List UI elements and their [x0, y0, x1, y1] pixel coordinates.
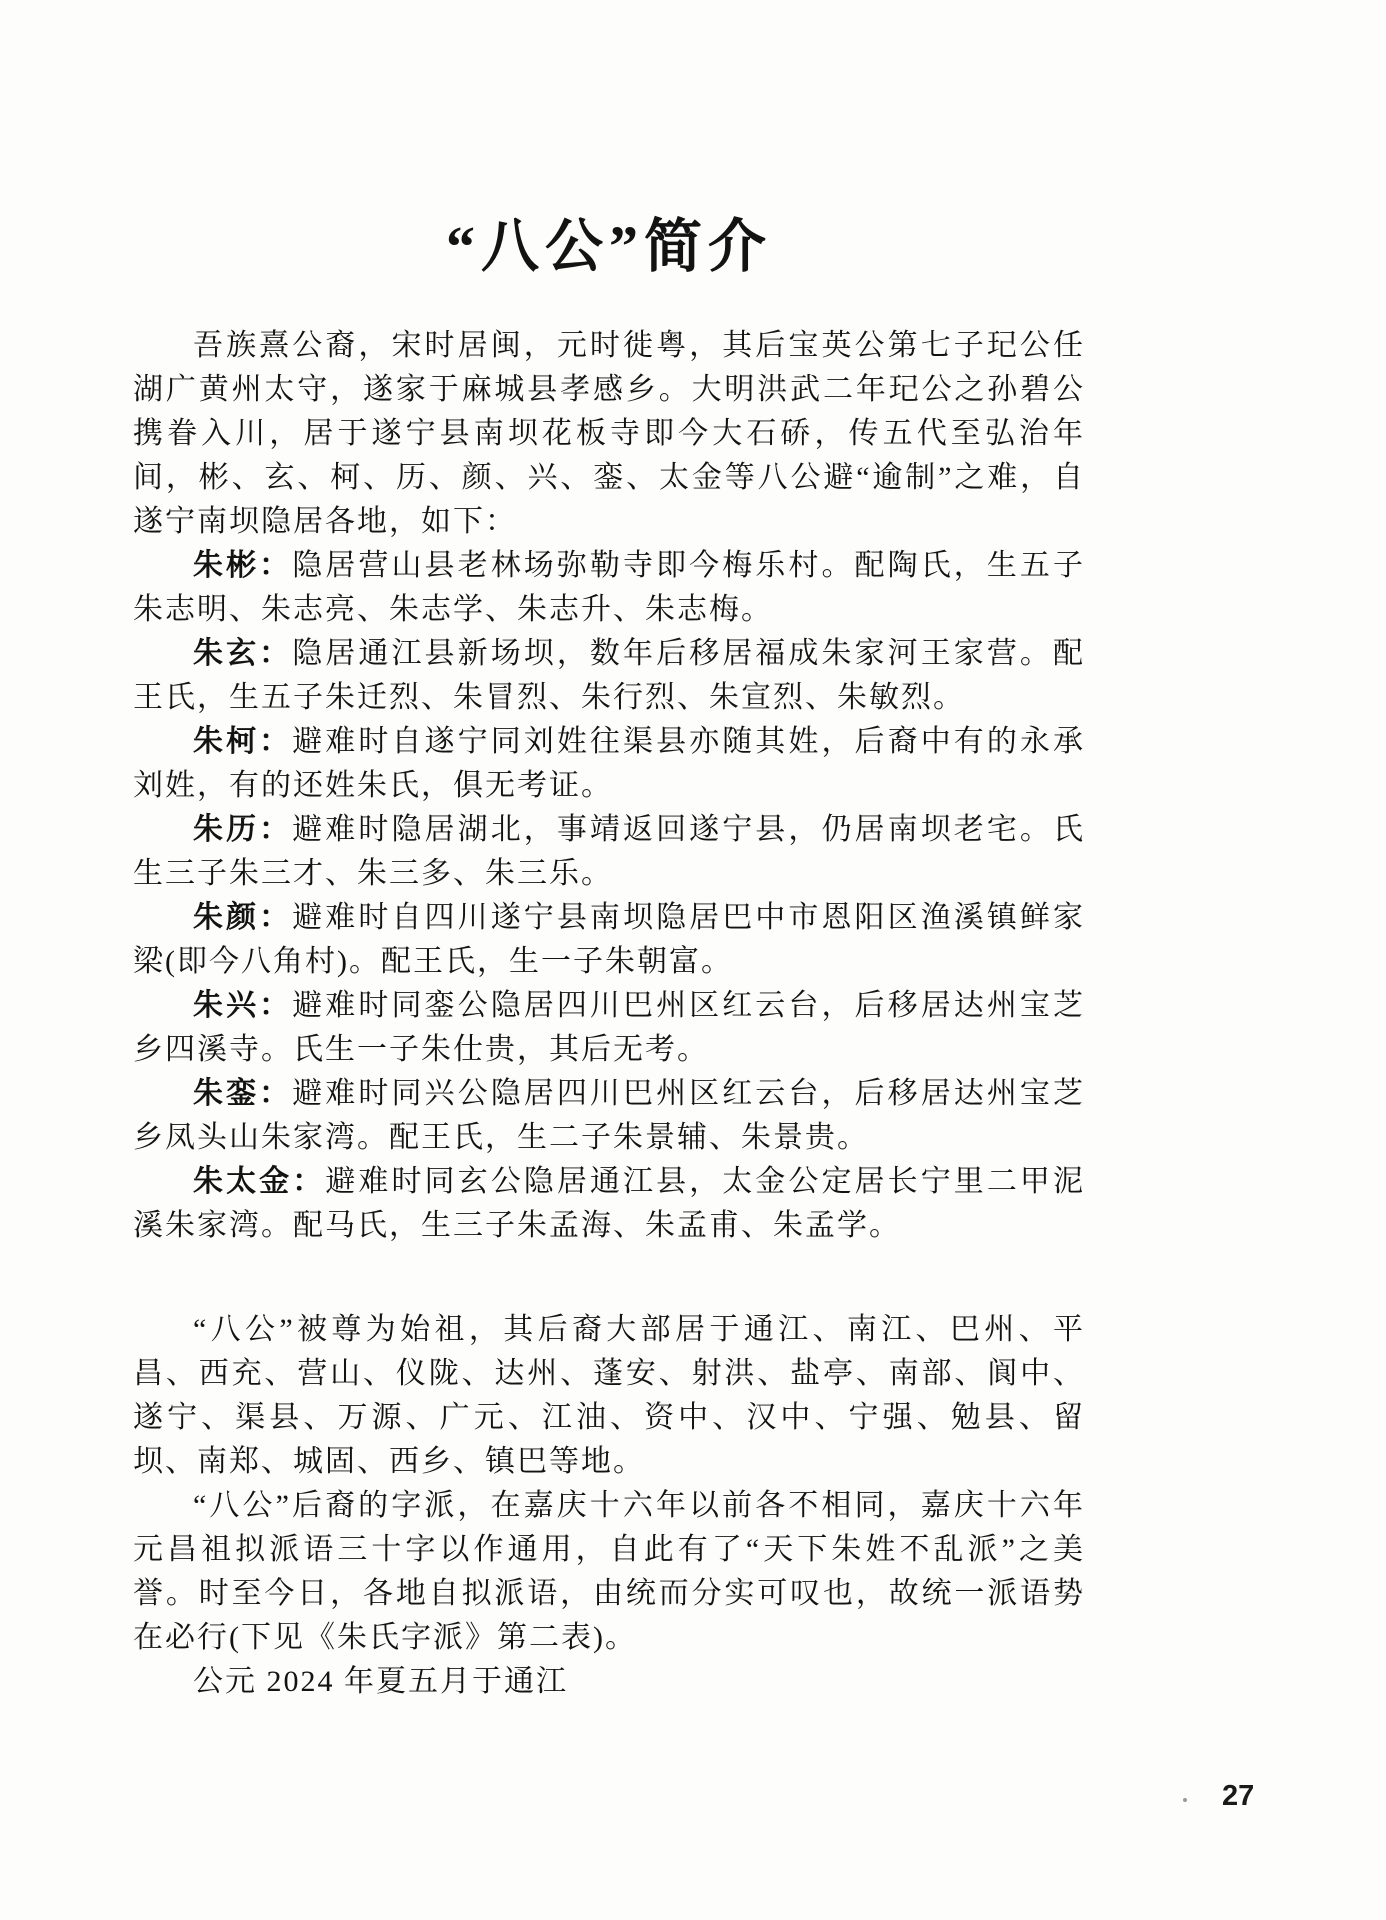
- entry-name: 朱柯：: [193, 725, 293, 758]
- entry-paragraph-zhutaijin: [133, 1160, 1085, 1248]
- scan-artifact-dot: [1183, 1798, 1187, 1802]
- entry-paragraph-zhuli: [133, 808, 1085, 896]
- closing-paragraph-regions: “八公”被尊为始祖，其后裔大部居于通江、南江、巴州、平昌、西充、营山、仪陇、达州、蓬安、射洪、盐亭、南部、阆中、遂宁、渠县、万源、广元、江油、资中、汉中、宁强、勉县、留坝、南郑、城固、西乡、镇巴等地。: [133, 1313, 1085, 1478]
- entry-name: 朱太金：: [193, 1165, 326, 1198]
- entry-text: 避难时自遂宁同刘姓往渠县亦随其姓，后裔中有的永承刘姓，有的还姓朱氏，俱无考证。: [133, 725, 1086, 802]
- entry-text: 避难时自四川遂宁县南坝隐居巴中市恩阳区渔溪镇鲜家梁(即今八角村)。配王氏，生一子朱朝富。: [133, 901, 1086, 978]
- entry-text: 避难时同兴公隐居四川巴州区红云台，后移居达州宝芝乡凤头山朱家湾。配王氏，生二子朱景辅、朱景贵。: [133, 1077, 1086, 1154]
- body-text: [133, 324, 1085, 1704]
- closing-paragraph-zipai: “八公”后裔的字派，在嘉庆十六年以前各不相同，嘉庆十六年元昌祖拟派语三十字以作通用，自此有了“天下朱姓不乱派”之美誉。时至今日，各地自拟派语，由统而分实可叹也，故统一派语势在必行(下见《朱氏字派》第二表)。: [133, 1489, 1085, 1654]
- entry-name: 朱玄：: [193, 637, 293, 670]
- entry-name: 朱兴：: [193, 989, 293, 1022]
- entry-text: 避难时隐居湖北，事靖返回遂宁县，仍居南坝老宅。氏生三子朱三才、朱三多、朱三乐。: [133, 813, 1086, 890]
- entry-paragraph-zhuxing: [133, 984, 1085, 1072]
- entry-text: 隐居通江县新场坝，数年后移居福成朱家河王家营。配王氏，生五子朱迁烈、朱冒烈、朱行烈、朱宣烈、朱敏烈。: [133, 637, 1086, 714]
- page-title: “八公”简介: [445, 214, 772, 279]
- page-content: [133, 210, 1085, 1704]
- entry-paragraph-zhuyan: [133, 896, 1085, 984]
- entry-name: 朱銮：: [193, 1077, 293, 1110]
- date-line: 公元 2024 年夏五月于通江: [193, 1665, 568, 1698]
- entry-text: 避难时同玄公隐居通江县，太金公定居长宁里二甲泥溪朱家湾。配马氏，生三子朱孟海、朱孟甫、朱孟学。: [133, 1165, 1086, 1242]
- entry-paragraph-zhuke: [133, 720, 1085, 808]
- page-number: 27: [1222, 1780, 1255, 1812]
- entry-name: 朱历：: [193, 813, 293, 846]
- entry-name: 朱颜：: [193, 901, 293, 934]
- entry-text: 隐居营山县老林场弥勒寺即今梅乐村。配陶氏，生五子朱志明、朱志亮、朱志学、朱志升、朱志梅。: [133, 549, 1086, 626]
- intro-paragraph: 吾族熹公裔，宋时居闽，元时徙粤，其后宝英公第七子玘公任湖广黄州太守，遂家于麻城县孝感乡。大明洪武二年玘公之孙碧公携眷入川，居于遂宁县南坝花板寺即今大石硚，传五代至弘治年间，彬、玄、柯、历、颜、兴、銮、太金等八公避“逾制”之难，自遂宁南坝隐居各地，如下：: [133, 329, 1085, 538]
- entry-paragraph-zhuluan: [133, 1072, 1085, 1160]
- entry-paragraph-zhubin: [133, 544, 1085, 632]
- entry-paragraph-zhuxuan: [133, 632, 1085, 720]
- entry-text: 避难时同銮公隐居四川巴州区红云台，后移居达州宝芝乡四溪寺。氏生一子朱仕贵，其后无考。: [133, 989, 1086, 1066]
- entry-name: 朱彬：: [193, 549, 293, 582]
